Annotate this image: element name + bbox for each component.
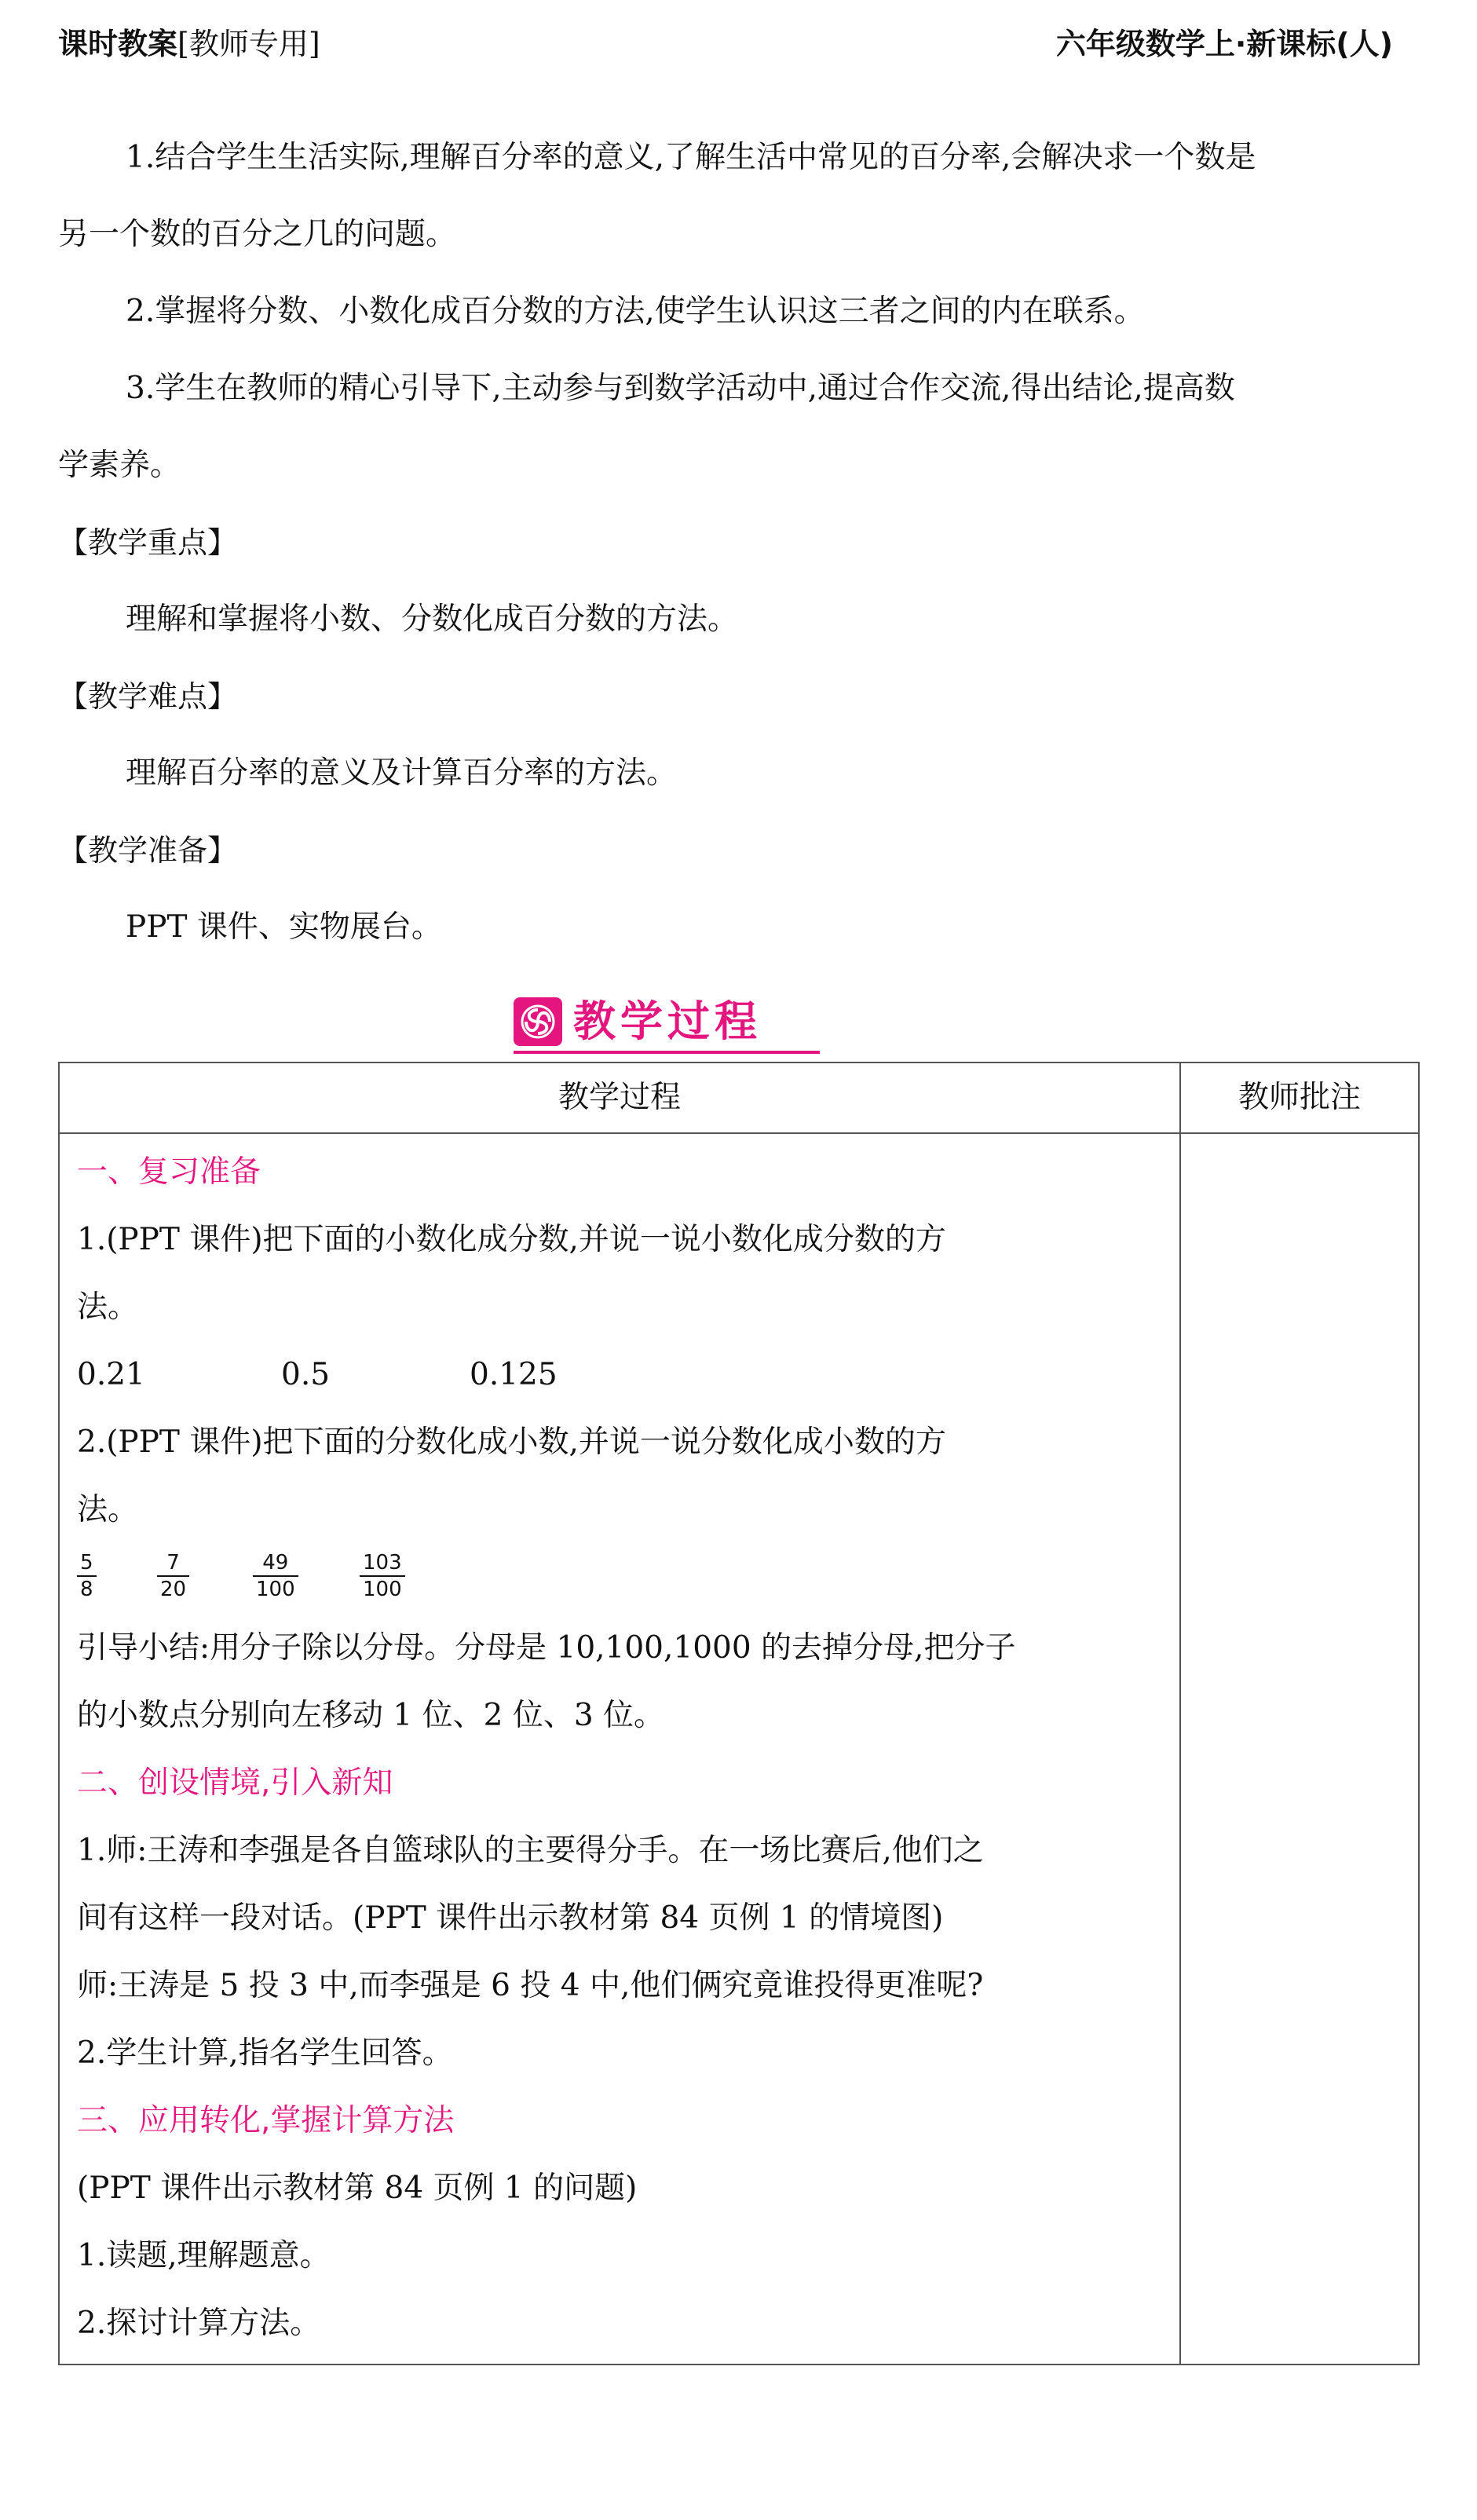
decimal-item: 0.5 [281, 1357, 331, 1392]
summary-line-1: 引导小结:用分子除以分母。分母是 10,100,1000 的去掉分母,把分子 [77, 1630, 1016, 1666]
header-right-title: 六年级数学上·新课标(人) [1055, 27, 1393, 61]
table-header-process: 教学过程 [558, 1080, 681, 1115]
objective-1-line-2: 另一个数的百分之几的问题。 [58, 217, 457, 252]
banner-title: 教学过程 [573, 997, 762, 1046]
summary-line-2: 的小数点分别向左移动 1 位、2 位、3 位。 [77, 1698, 665, 1733]
objective-3-line-2: 学素养。 [58, 448, 181, 483]
section-1-q1-line-1: 1.(PPT 课件)把下面的小数化成分数,并说一说小数化成分数的方 [77, 1222, 946, 1257]
header-title: 课时教案 [58, 27, 178, 61]
section-1-q1-line-2: 法。 [77, 1289, 139, 1325]
section-2-title: 二、创设情境,引入新知 [77, 1765, 393, 1801]
fraction-list [77, 1544, 1161, 1615]
fraction-numerator: 49 [262, 1551, 289, 1575]
page-header [58, 19, 1393, 69]
preparation-text: PPT 课件、实物展台。 [126, 909, 442, 945]
section-2-line-3: 师:王涛是 5 投 3 中,而李强是 6 投 4 中,他们俩究竟谁投得更准呢? [77, 1968, 984, 2003]
process-table [58, 1062, 1420, 2365]
section-3-line-3: 2.探讨计算方法。 [77, 2306, 321, 2341]
section-3-title: 三、应用转化,掌握计算方法 [77, 2103, 455, 2138]
flower-logo-icon [514, 997, 562, 1046]
section-3-line-2: 1.读题,理解题意。 [77, 2238, 331, 2273]
section-1-q2-line-1: 2.(PPT 课件)把下面的分数化成小数,并说一说分数化成小数的方 [77, 1425, 946, 1460]
fraction-numerator: 103 [363, 1551, 402, 1575]
table-header-divider [60, 1132, 1418, 1134]
header-subtitle: [教师专用] [177, 27, 320, 61]
section-2-line-1: 1.师:王涛和李强是各自篮球队的主要得分手。在一场比赛后,他们之 [77, 1833, 984, 1868]
difficulty-heading: 【教学难点】 [58, 679, 238, 714]
fraction-denominator: 20 [160, 1578, 187, 1601]
fraction-denominator: 8 [80, 1578, 93, 1601]
section-1-title: 一、复习准备 [77, 1154, 261, 1190]
preparation-heading: 【教学准备】 [58, 833, 238, 868]
fraction-numerator: 7 [166, 1551, 180, 1575]
fraction-numerator: 5 [80, 1551, 93, 1575]
table-column-divider [1179, 1063, 1181, 2364]
fraction-denominator: 100 [256, 1578, 295, 1601]
key-point-text: 理解和掌握将小数、分数化成百分数的方法。 [126, 602, 739, 637]
fraction-denominator: 100 [363, 1578, 402, 1601]
objectives-section [58, 119, 1424, 966]
difficulty-text: 理解百分率的意义及计算百分率的方法。 [126, 755, 678, 791]
process-cell [77, 1139, 1161, 2357]
section-2-line-2: 间有这样一段对话。(PPT 课件出示教材第 84 页例 1 的情境图) [77, 1900, 944, 1936]
decimal-item: 0.21 [77, 1357, 145, 1392]
objective-3-line-1: 3.学生在教师的精心引导下,主动参与到数学活动中,通过合作交流,得出结论,提高数 [126, 371, 1235, 406]
section-1-q2-line-2: 法。 [77, 1492, 139, 1527]
objective-2: 2.掌握将分数、小数化成百分数的方法,使学生认识这三者之间的内在联系。 [126, 294, 1145, 329]
section-2-line-4: 2.学生计算,指名学生回答。 [77, 2035, 453, 2071]
fraction-item [77, 1550, 97, 1602]
process-banner [514, 997, 820, 1048]
fraction-item [157, 1550, 189, 1602]
decimal-item: 0.125 [470, 1357, 558, 1392]
decimal-list [77, 1341, 1161, 1409]
objective-1-line-1: 1.结合学生生活实际,理解百分率的意义,了解生活中常见的百分率,会解决求一个数是 [126, 140, 1256, 175]
banner-underline [514, 1051, 820, 1054]
fraction-item [253, 1550, 298, 1602]
fraction-item [360, 1550, 405, 1602]
section-3-line-1: (PPT 课件出示教材第 84 页例 1 的问题) [77, 2171, 638, 2206]
header-left [58, 19, 320, 69]
table-header-notes: 教师批注 [1238, 1080, 1361, 1115]
key-point-heading: 【教学重点】 [58, 525, 238, 560]
